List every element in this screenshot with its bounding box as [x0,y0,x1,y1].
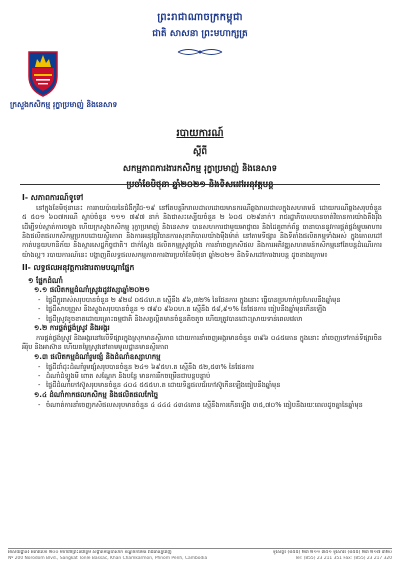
section-heading: I- សភាពការណ៍ទូទៅ [22,193,84,202]
list-item: - ដំណាំដំឡូងមី ពោត សណ្តែក និងបន្លែ មានការរីកចម្រើនជាបន្តបន្ទាប់ [22,372,382,381]
subsection-heading: ១.២ ការផ្គត់ផ្គង់ស្រូវ និងអង្ករ [34,323,110,332]
list-item: - ផ្ទៃដីដំណាំកៅស៊ូសរុបមានចំនួន ៤០៤ ៥៥៥ហ.ត ដោយទិន្នផលជ័រកៅស៊ូកើនឡើងធៀបនឹងឆ្នាំមុន [22,381,382,390]
footer-address-km: អាសយដ្ឋាន៖ អគារលេខ ២០០ មហាវិថីព្រះនរោត្តម សង្កាត់ទន្លេបាសាក់ ខណ្ឌចំការមន រាជធានីភ្នំពេញ [8,550,172,555]
footer-divider [8,548,392,549]
report-body [22,190,382,410]
title-divider [20,184,380,185]
national-motto: ជាតិ សាសនា ព្រះមហាក្សត្រ [152,29,248,39]
report-title: របាយការណ៍ [176,128,224,139]
list-item: - ផ្ទៃដីដាំដុះដំណាំរួមផ្សំសរុបបានចំនួន ២៤១ ៦៩៥ហ.ត ស្មើនឹង ៥២,៥៣% នៃផែនការ [22,363,382,372]
list-item: - ផ្ទៃដីសាបព្រួស និងស្ទូងសរុបបានចំនួន ១ ៧៩០ ៩៦០ហ.ត ស្មើនឹង ៥៨,៩១% នៃផែនការ ធៀបនឹងឆ្នាំមុនកើនឡើង [22,305,382,314]
body-paragraph: ការផ្គត់ផ្គង់ស្រូវ និងអង្ករនៅលើទីផ្សារក្នុងស្រុកមានស្ថិរភាព ដោយការនាំចេញអង្ករមានចំនួន ៣៩៦ ០៤៥តោន ក្នុងនោះ នាំចេញទៅកាន់ទីផ្សារចិន អឺរ៉ុប និងអាស៊ាន ហើយតម្លៃស្រូវនៅតាមមូលដ្ឋានមានស្ថិរភាព [22,333,382,352]
subsection-heading: ១.៤ ដំណាំកាកផលកសិកម្ម និងផលិតផលកែច្នៃ [34,390,159,399]
subsection-heading: ១.៣ ផលិតកម្មដំណាំរួមផ្សំ និងដំណាំឧស្សាហកម្ម [34,352,161,361]
list-item: - ផ្ទៃដីស្រូវខូចខាតដោយគ្រោះធម្មជាតិ និងសត្វល្អិតមានចំនួនតិចតួច ហើយត្រូវបានដោះស្រាយទាន់ពេលវេលា [22,315,382,324]
footer-phone-km: ទូរស័ព្ទ៖ (៨៥៥) ២៣ ២១១ ៣៥១ ទូរសារ៖ (៨៥៥) ២៣ ២១៧ ៣២០ [273,550,392,555]
footer-address-en: Nº 200 Norodom Blvd., Sangkat Tonle Bassac, Khan Chamkarmon, Phnom Penh, Cambodia [8,555,208,561]
kingdom-title: ព្រះរាជាណាចក្រកម្ពុជា [157,12,243,23]
subsection-heading: ១ ផ្នែកដំណាំ [28,275,63,285]
overview-paragraph: នៅក្នុងខែមិថុនានេះ ការរាយប៉ាយនៃជំងឺកូវីដ-១៩ នៅតែបន្តរីករាលដាលដោយមានករណីឆ្លងរាលដាលក្នុងសហគមន៍ ដោយករណីឆ្លងសរុបចំនួន ៥ ៥០១ ៦០៧ករណី ស្លាប់ចំនួន ១១១ ៧៩៧ នាក់ និងជាសះស្បើយចំនួន ២ ៦០៥ ០២៩នាក់។ រាជរដ្ឋាភិបាលបានចាត់វិធានការយ៉ាងតឹងរ៉ឹងដើម្បីទប់ស្កាត់ការចម្លង ហើយក្រសួងកសិកម្ម រុក្ខាប្រមាញ់ និងនេសាទ បានសហការជាមួយអាជ្ញាធរ និងដៃគូពាក់ព័ន្ធ ធានាបាននូវការផ្គត់ផ្គង់ម្ហូបអាហារ និងផលិតផលកសិកម្មប្រកបដោយស្ថិរភាព និងការអនុវត្តវិធានការសុខាភិបាលយ៉ាងម៉ឺងម៉ាត់ នៅតាមទីផ្សារ និងទីតាំងផលិតកម្មទាំងអស់ ក្នុងគោលដៅកាត់បន្ថយហានិភ័យ និងស្តារសេដ្ឋកិច្ចជាតិ។ ជាក់ស្តែង ផលិតកម្មស្រូវប្រាំង ការនាំចេញកសិផល និងការអភិវឌ្ឍសហគមន៍កសិកម្មនៅតែបន្តដំណើរការយ៉ាងល្អ។ របាយការណ៍នេះ បង្ហាញពីលទ្ធផលសកម្មភាពការងារប្រចាំខែមិថុនា ឆ្នាំ២០២១ និងទិសដៅការងារបន្ត ដូចខាងក្រោម៖ [22,203,382,259]
report-period: ប្រចាំខែមិថុនា ឆ្នាំ២០២១ និងទិសដៅអនុវត្តបន្ត [126,180,274,190]
report-about: ស្តីពី [192,147,208,157]
page-footer [8,550,392,562]
footer-phone-en: Tel: (855) 23 211 351 Fax: (855) 23 217 320 [294,555,392,561]
subsection-heading: ១.១ ផលិតកម្មដំណាំស្រូវរដូវវស្សាឆ្នាំ២០២១ [34,285,150,294]
report-title-block [0,126,400,192]
list-item: - ផ្ទៃដីភ្ជួររាស់សរុបបានចំនួន ២ ៩២៨ ០៥៤ហ.ត ស្មើនឹង ៩៦,៣២% នៃផែនការ ក្នុងនោះ ធ្វើបានប្រហាក់ប្រហែលនឹងឆ្នាំមុន [22,296,382,305]
ministry-name: ក្រសួងកសិកម្ម រុក្ខាប្រមាញ់ និងនេសាទ [10,100,118,109]
list-item: - ចំណាត់ការនាំចេញកសិផលសរុបមានចំនួន ៤ ៤៤៤ ៤៣៤តោន ស្មើនឹងការកើនឡើង ៣៥,៧០% ធៀបនឹងរយៈពេលដូចគ្នានៃឆ្នាំមុន [22,401,382,410]
kingdom-header [0,10,400,41]
report-subject: សកម្មភាពការងារកសិកម្ម រុក្ខាប្រមាញ់ និងនេសាទ [122,164,278,174]
divider-ornament-icon [176,47,224,57]
ministry-logo-icon [26,48,60,98]
section-heading: II- លទ្ធផលអនុវត្តការងារតាមបណ្តាផ្នែក [22,262,135,272]
